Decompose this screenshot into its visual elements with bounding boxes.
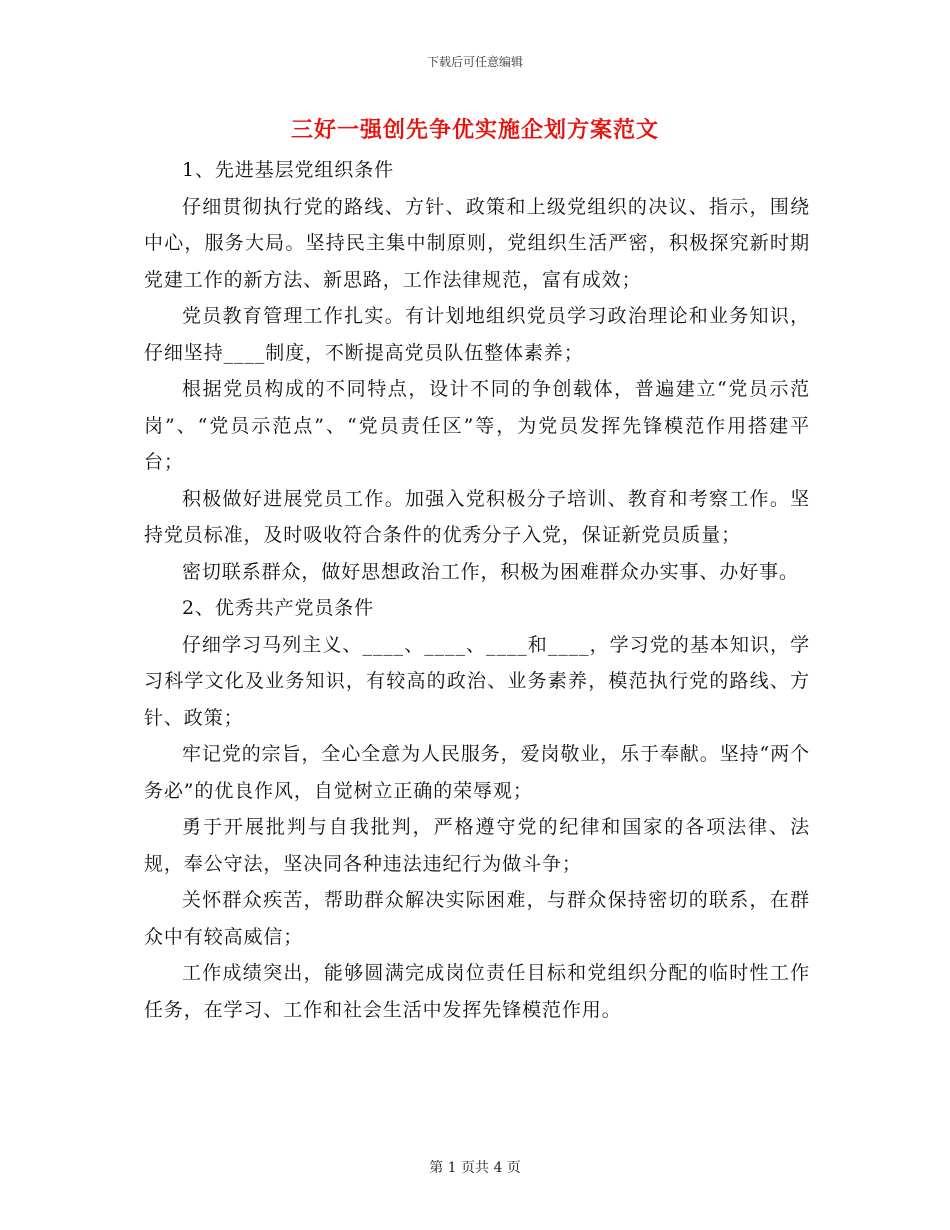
paragraph: 勇于开展批判与自我批判，严格遵守党的纪律和国家的各项法律、法规，奉公守法，坚决同各种违法违纪行为做斗争； [144,816,810,875]
paragraph: 仔细贯彻执行党的路线、方针、政策和上级党组织的决议、指示，围绕中心，服务大局。坚持民主集中制原则，党组织生活严密，积极探究新时期党建工作的新方法、新思路，工作法律规范，富有成效； [144,195,810,291]
paragraph: 工作成绩突出，能够圆满完成岗位责任目标和党组织分配的临时性工作任务，在学习、工作和社会生活中发挥先锋模范作用。 [144,962,810,1021]
section-heading: 2、优秀共产党员条件 [182,597,375,619]
paragraph: 根据党员构成的不同特点，设计不同的争创载体，普遍建立“党员示范岗”、“党员示范点”、“党员责任区”等，为党员发挥先锋模范作用搭建平台； [144,378,810,473]
paragraph: 关怀群众疾苦，帮助群众解决实际困难，与群众保持密切的联系，在群众中有较高威信； [144,889,810,948]
paragraph: 积极做好进展党员工作。加强入党积极分子培训、教育和考察工作。坚持党员标准，及时吸收符合条件的优秀分子入党，保证新党员质量； [144,487,810,546]
document-body [144,152,810,1028]
section-heading: 1、先进基层党组织条件 [182,159,394,181]
paragraph: 牢记党的宗旨，全心全意为人民服务，爱岗敬业，乐于奉献。坚持“两个务必”的优良作风，自觉树立正确的荣辱观； [144,743,810,802]
page-number: 第 1 页共 4 页 [429,1160,521,1176]
paragraph: 党员教育管理工作扎实。有计划地组织党员学习政治理论和业务知识，仔细坚持____制度，不断提高党员队伍整体素养； [144,305,810,364]
paragraph: 密切联系群众，做好思想政治工作，积极为困难群众办实事、办好事。 [182,560,799,583]
document-title: 三好一强创先争优实施企划方案范文 [290,117,659,143]
header-note: 下载后可任意编辑 [426,55,523,69]
paragraph: 仔细学习马列主义、____、____、____和____，学习党的基本知识，学习科学文化及业务知识，有较高的政治、业务素养，模范执行党的路线、方针、政策； [144,633,810,729]
